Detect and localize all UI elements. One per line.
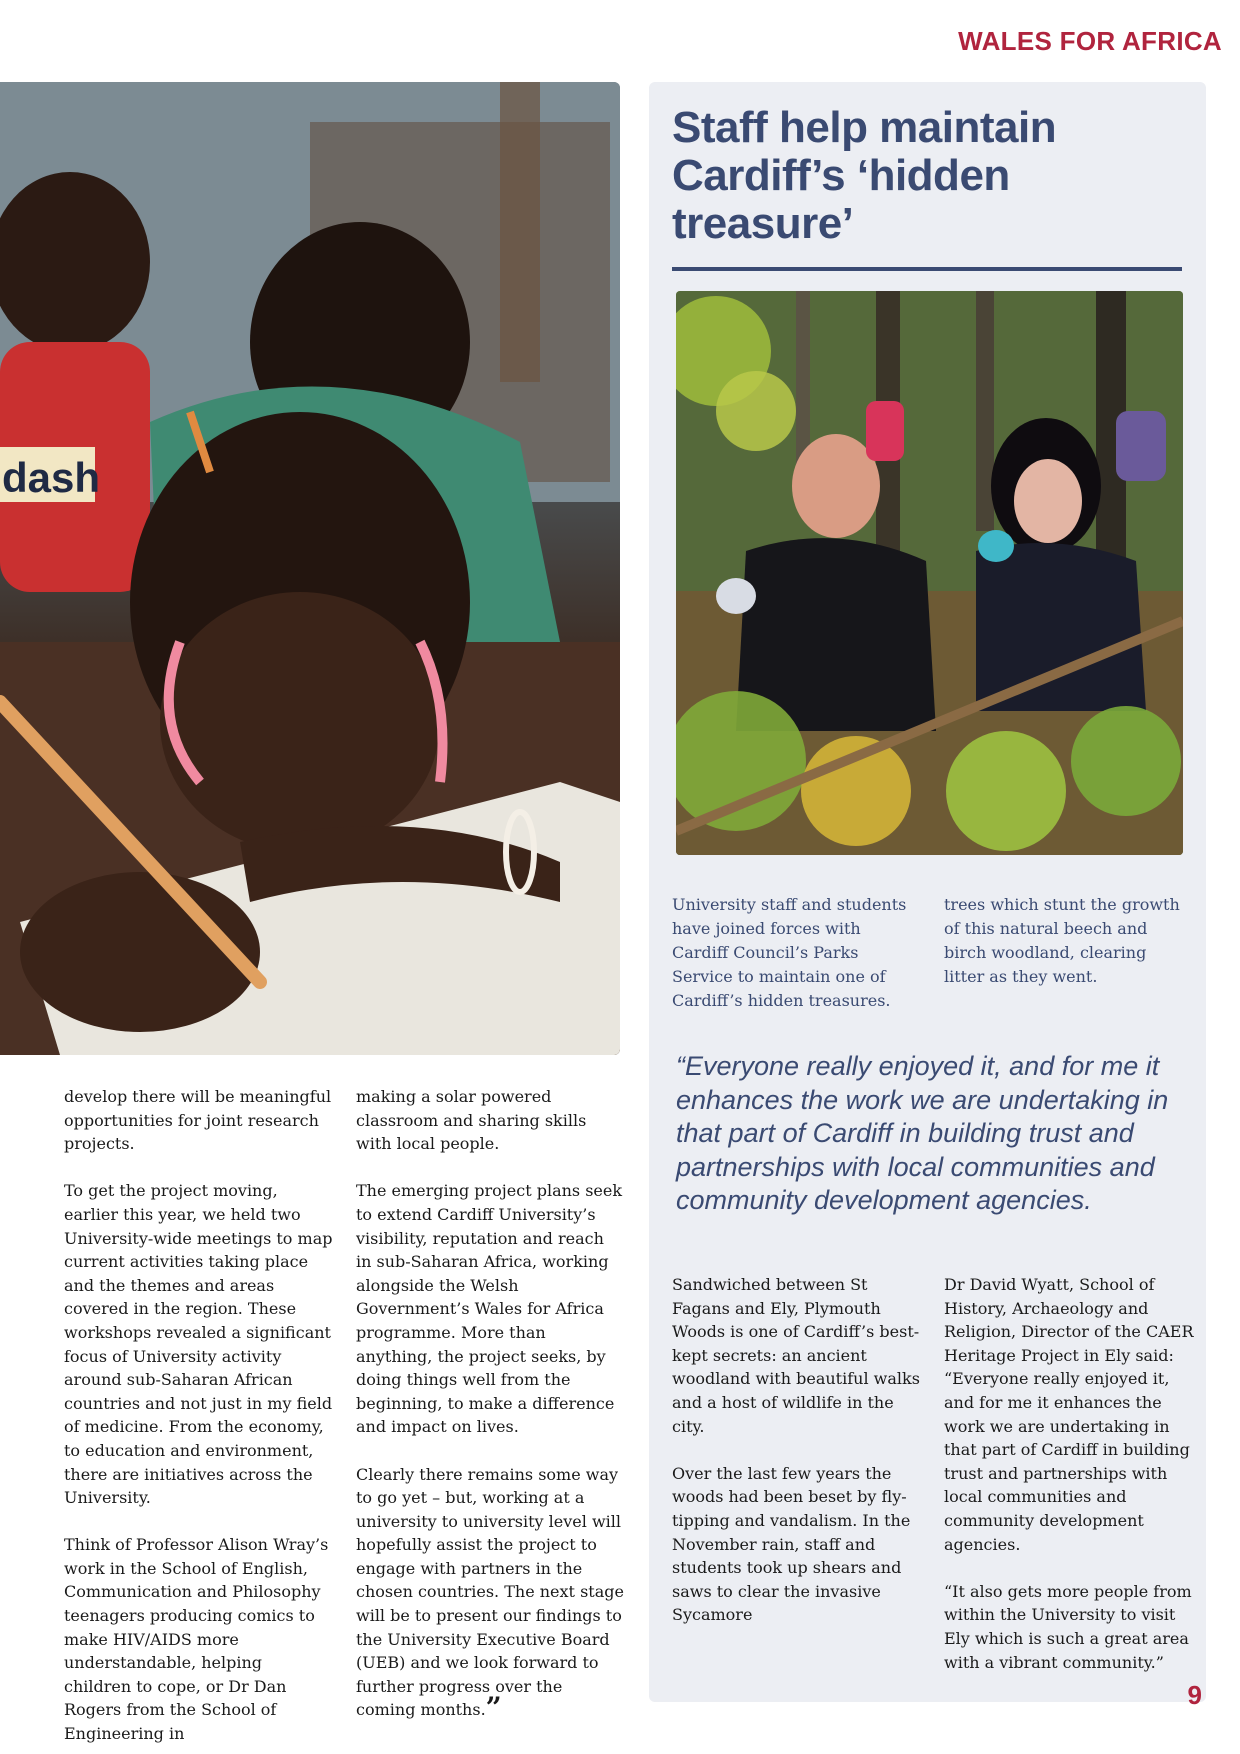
article-paragraph: Think of Professor Alison Wray’s work in the School of English, Communication and Philosophy teenagers producing comics to make HIV/AIDS more understandable, helping children to cope, or Dr Dan Rogers from the School of Engineering in: [64, 1535, 329, 1744]
title-divider: [672, 267, 1182, 271]
article-paragraph: develop there will be meaningful opportunities for joint research projects.: [64, 1087, 332, 1154]
article-paragraph-closing: [356, 1463, 624, 1723]
closing-quote-mark: ”: [485, 1691, 502, 1725]
article-column-2: [356, 1085, 624, 1725]
story-column-1: [672, 1273, 922, 1627]
article-paragraph: making a solar powered classroom and sharing skills with local people.: [356, 1087, 587, 1154]
photo-children-drawing: [0, 82, 620, 1055]
story-paragraph: “It also gets more people from within the University to visit Ely which is such a great area with a vibrant community.”: [944, 1581, 1192, 1672]
story-paragraph: Sandwiched between St Fagans and Ely, Plymouth Woods is one of Cardiff’s best-kept secrets: an ancient woodland with beautiful walks and a host of wildlife in the city.: [672, 1275, 920, 1436]
page-number: 9: [1187, 1680, 1202, 1710]
story-paragraph: Over the last few years the woods had been beset by fly-tipping and vandalism. In the November rain, staff and students took up shears and saws to clear the invasive Sycamore: [672, 1463, 911, 1625]
pull-quote: “Everyone really enjoyed it, and for me it enhances the work we are undertaking in that part of Cardiff in building trust and partnerships with local communities and community development agencies.: [676, 1051, 1169, 1215]
story-paragraph: Dr David Wyatt, School of History, Archaeology and Religion, Director of the CAER Heritage Project in Ely said: “Everyone really enjoyed it, and for me it enhances the work we are undertaking in that part of Cardiff in building trust and partnerships with local communities and community development agencies.: [944, 1275, 1194, 1554]
section-label: WALES FOR AFRICA: [958, 26, 1222, 56]
shirt-print-text: dash: [2, 454, 101, 501]
article-column-1: [64, 1085, 334, 1746]
article-paragraph-text: Clearly there remains some way to go yet – but, working at a university to university level will hopefully assist the project to engage with partners in the chosen countries. The next stage will be to present our findings to the University Executive Board (UEB) and we look forward to further progress over the coming months.: [356, 1464, 624, 1720]
photo-caption-left: University staff and students have joined forces with Cardiff Council’s Parks Service to maintain one of Cardiff’s hidden treasures.: [672, 895, 907, 1010]
photo-caption-right: trees which stunt the growth of this natural beech and birch woodland, clearing litter as they went.: [944, 895, 1180, 986]
photo-woodland-volunteers: [676, 291, 1183, 855]
story-title: Staff help maintain Cardiff’s ‘hidden treasure’: [672, 103, 1057, 248]
article-paragraph: The emerging project plans seek to extend Cardiff University’s visibility, reputation and reach in sub-Saharan Africa, working alongside the Welsh Government’s Wales for Africa programme. More than anything, the project seeks, by doing things well from the beginning, to make a difference and impact on lives.: [356, 1181, 623, 1437]
story-column-2: [944, 1273, 1194, 1674]
article-paragraph: To get the project moving, earlier this year, we held two University-wide meetings to map current activities taking place and the themes and areas covered in the region. These workshops revealed a significant focus of University activity around sub-Saharan African countries and not just in my field of medicine. From the economy, to education and environment, there are initiatives across the University.: [64, 1181, 333, 1508]
